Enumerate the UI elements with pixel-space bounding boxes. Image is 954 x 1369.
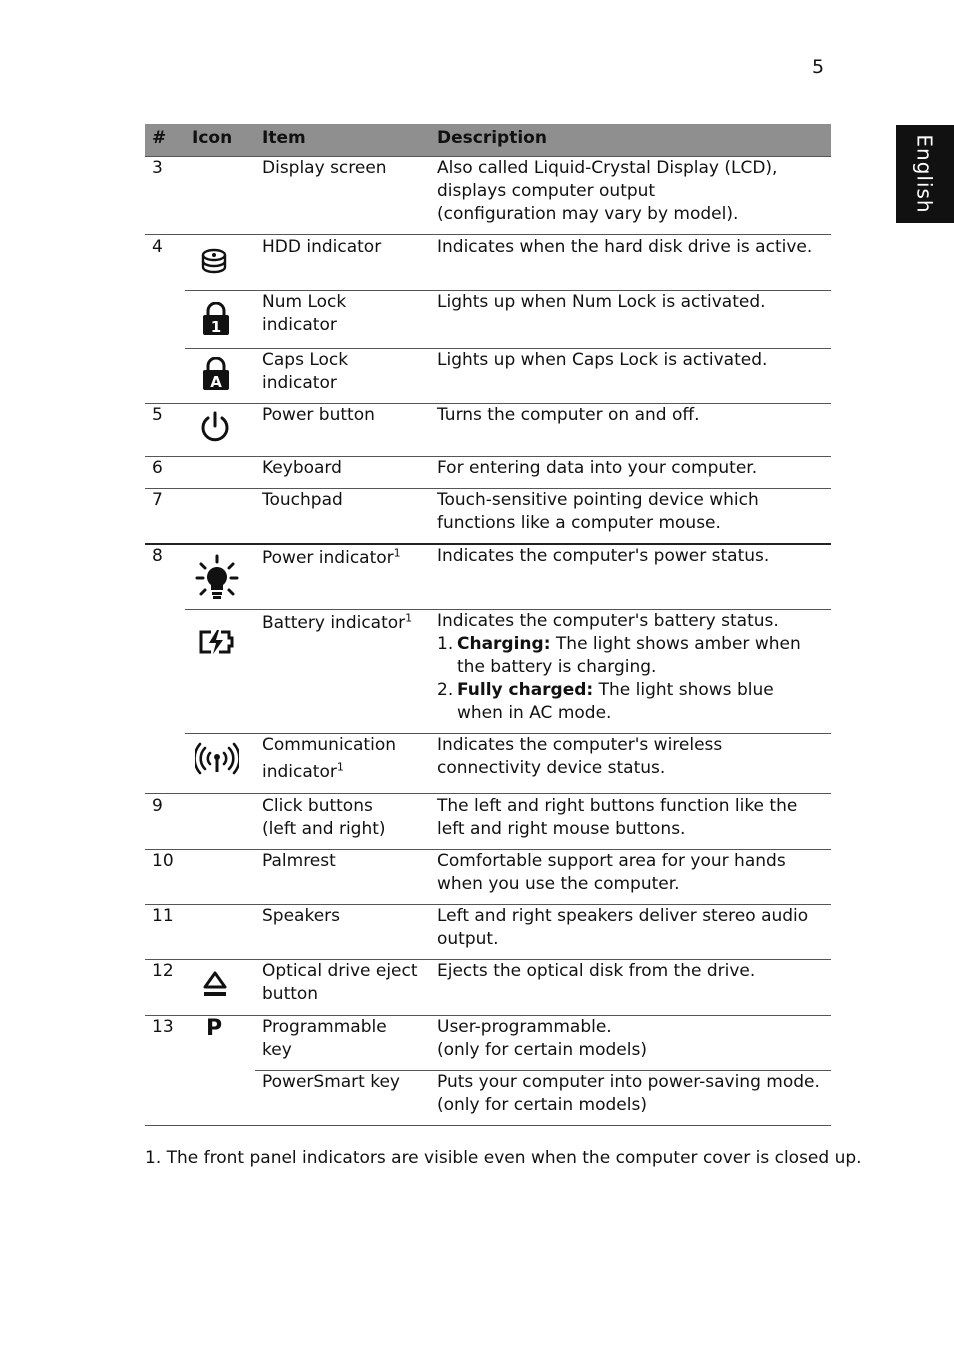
table-header [145, 124, 831, 157]
row-description: Puts your computer into power-saving mode. (only for certain models) [437, 1072, 820, 1115]
row-item: Click buttons (left and right) [262, 796, 386, 839]
programmable-key-icon: P [206, 1016, 223, 1041]
caps-lock-icon [202, 357, 230, 396]
row-description: Also called Liquid-Crystal Display (LCD), displays computer output (configuration may vary by model). [437, 158, 778, 224]
row-description: Turns the computer on and off. [437, 405, 700, 425]
row-num: 7 [152, 490, 163, 510]
header-item: Item [262, 128, 306, 148]
row-description: Left and right speakers deliver stereo audio output. [437, 906, 809, 949]
row-description: Lights up when Num Lock is activated. [437, 292, 766, 312]
communication-indicator-icon [195, 742, 239, 781]
row-num: 13 [152, 1017, 174, 1037]
header-num: # [152, 128, 167, 148]
hdd-icon [200, 248, 230, 283]
row-item: Communication indicator$^1$ [262, 735, 396, 782]
page-number: 5 [812, 56, 825, 78]
row-num: 8 [152, 546, 163, 566]
row-item: Optical drive eject button [262, 961, 418, 1004]
row-num: 4 [152, 237, 163, 257]
row-item: Battery indicator$^1$ [262, 611, 413, 633]
row-num: 9 [152, 796, 163, 816]
header-description: Description [437, 128, 547, 148]
header-icon: Icon [192, 128, 233, 148]
row-divider [145, 234, 831, 235]
list-item: 1. Charging: The light shows amber when the battery is charging. [437, 634, 801, 677]
list-item: 2. Fully charged: The light shows blue when in AC mode. [437, 680, 774, 723]
row-item: PowerSmart key [262, 1072, 400, 1092]
row-description: Indicates the computer's battery status. 1. Charging: The light shows amber when the battery is charging. 2. Fully charged: The light shows blue when in AC mode. [437, 611, 801, 723]
battery-status-list [437, 633, 801, 725]
battery-indicator-icon [197, 628, 237, 661]
row-item: Power indicator$^1$ [262, 546, 401, 568]
row-description: Lights up when Caps Lock is activated. [437, 350, 768, 370]
row-divider [145, 793, 831, 794]
row-item: Keyboard [262, 458, 342, 478]
row-description: The left and right buttons function like the left and right mouse buttons. [437, 796, 798, 839]
row-description: User-programmable. (only for certain models) [437, 1017, 647, 1060]
row-description: For entering data into your computer. [437, 458, 758, 478]
row-item: Caps Lock indicator [262, 350, 349, 393]
row-item: Programmable key [262, 1017, 387, 1060]
row-description: Ejects the optical disk from the drive. [437, 961, 756, 981]
row-num: 12 [152, 961, 174, 981]
power-indicator-icon [195, 554, 239, 607]
row-description: Indicates when the hard disk drive is active. [437, 237, 813, 257]
svg-text:1: 1 [210, 318, 222, 336]
row-item: Touchpad [262, 490, 343, 510]
row-item: Palmrest [262, 851, 336, 871]
row-item: Power button [262, 405, 375, 425]
row-item: Display screen [262, 158, 387, 178]
svg-text:A: A [210, 373, 222, 391]
language-tab [896, 125, 954, 223]
row-description: Indicates the computer's power status. [437, 546, 770, 566]
row-description: Comfortable support area for your hands when you use the computer. [437, 851, 786, 894]
row-num: 5 [152, 405, 163, 425]
row-num: 6 [152, 458, 163, 478]
power-button-icon [199, 410, 231, 449]
eject-icon [202, 970, 228, 1005]
row-description: Touch-sensitive pointing device which functions like a computer mouse. [437, 490, 759, 533]
row-num: 11 [152, 906, 174, 926]
row-num: 3 [152, 158, 163, 178]
row-num: 10 [152, 851, 174, 871]
row-item: HDD indicator [262, 237, 382, 257]
language-tab-label: English [913, 134, 937, 214]
footnote: 1. The front panel indicators are visible even when the computer cover is closed up. [145, 1148, 862, 1168]
row-item: Speakers [262, 906, 341, 926]
row-description: Indicates the computer's wireless connectivity device status. [437, 735, 723, 778]
num-lock-icon [202, 302, 230, 341]
row-item: Num Lock indicator [262, 292, 347, 335]
table-bottom-border [145, 1125, 831, 1126]
